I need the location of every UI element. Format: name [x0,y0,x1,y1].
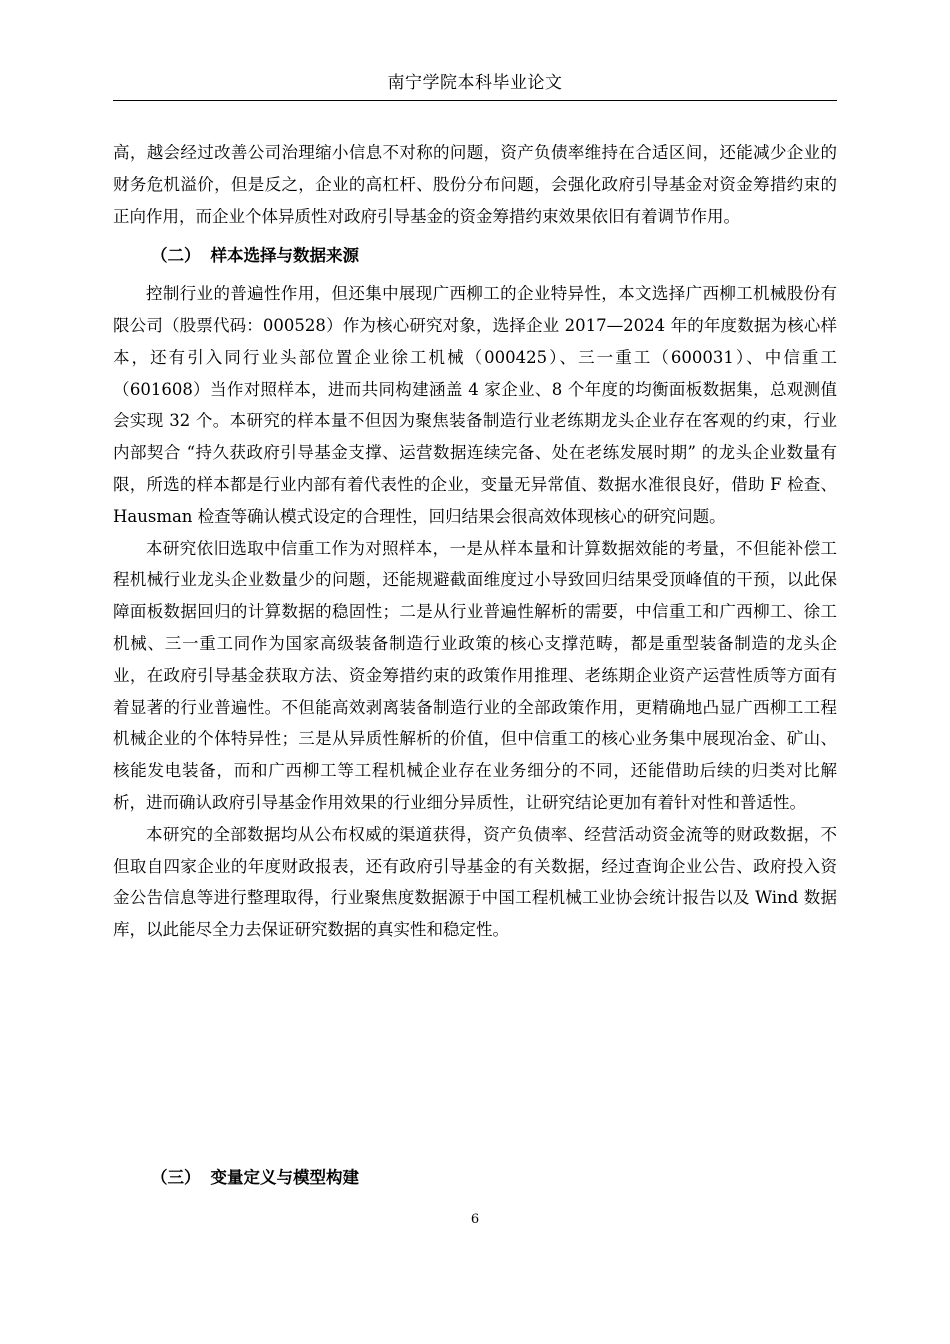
paragraph-control-sample: 本研究依旧选取中信重工作为对照样本，一是从样本量和计算数据效能的考量，不但能补偿工程机械行业龙头企业数量少的问题，还能规避截面维度过小导致回归结果受顶峰值的干预，以此保障面板数据回归的计算数据的稳固性；二是从行业普遍性解析的需要，中信重工和广西柳工、徐工机械、三一重工同作为国家高级装备制造行业政策的核心支撑范畴，都是重型装备制造的龙头企业，在政府引导基金获取方法、资金筹措约束的政策作用推理、老练期企业资产运营性质等方面有着显著的行业普遍性。不但能高效剥离装备制造行业的全部政策作用，更精确地凸显广西柳工工程机械企业的个体特异性；三是从异质性解析的价值，但中信重工的核心业务集中展现冶金、矿山、核能发电装备，而和广西柳工等工程机械企业存在业务细分的不同，还能借助后续的归类对比解析，进而确认政府引导基金作用效果的行业细分异质性，让研究结论更加有着针对性和普适性。 [113,538,837,812]
header-divider [113,100,837,101]
section-number: （二） [151,246,201,266]
paragraph-sample-selection: 控制行业的普遍性作用，但还集中展现广西柳工的企业特异性，本文选择广西柳工机械股份有限公司（股票代码：000528）作为核心研究对象，选择企业 2017—2024 年的年度数据为核心样本，还有引入同行业头部位置企业徐工机械（000425）、三一重工（600031）、中信重工（601608）当作对照样本，进而共同构建涵盖 4 家企业、8 个年度的均衡面板数据集，总观测值会实现 32 个。本研究的样本量不但因为聚焦装备制造行业老练期龙头企业存在客观的约束，行业内部契合 “持久获政府引导基金支撑、运营数据连续完备、处在老练发展时期” 的龙头企业数量有限，所选的样本都是行业内部有着代表性的企业，变量无异常值、数据水准很良好，借助 F 检查、Hausman 检查等确认模式设定的合理性，回归结果会很高效体现核心的研究问题。 [113,284,837,526]
paragraph-continuation: 高，越会经过改善公司治理缩小信息不对称的问题，资产负债率维持在合适区间，还能减少企业的财务危机溢价，但是反之，企业的高杠杆、股份分布问题，会强化政府引导基金对资金筹措约束的正向作用，而企业个体异质性对政府引导基金的资金筹措约束效果依旧有着调节作用。 [113,143,837,226]
paragraph-data-sources: 本研究的全部数据均从公布权威的渠道获得，资产负债率、经营活动资金流等的财政数据，不但取自四家企业的年度财政报表，还有政府引导基金的有关数据，经过查询企业公告、政府投入资金公告信息等进行整理取得，行业聚焦度数据源于中国工程机械工业协会统计报告以及 Wind 数据库，以此能尽全力去保证研究数据的真实性和稳定性。 [113,824,837,940]
section-heading-2 [113,240,837,272]
section-title: 变量定义与模型构建 [210,1168,359,1187]
page-body [113,137,837,946]
running-header: 南宁学院本科毕业论文 [387,73,563,93]
section-heading-3 [113,1162,875,1194]
section-title: 样本选择与数据来源 [210,246,359,266]
section-number: （三） [151,1168,201,1187]
page-number: 6 [470,1212,480,1227]
